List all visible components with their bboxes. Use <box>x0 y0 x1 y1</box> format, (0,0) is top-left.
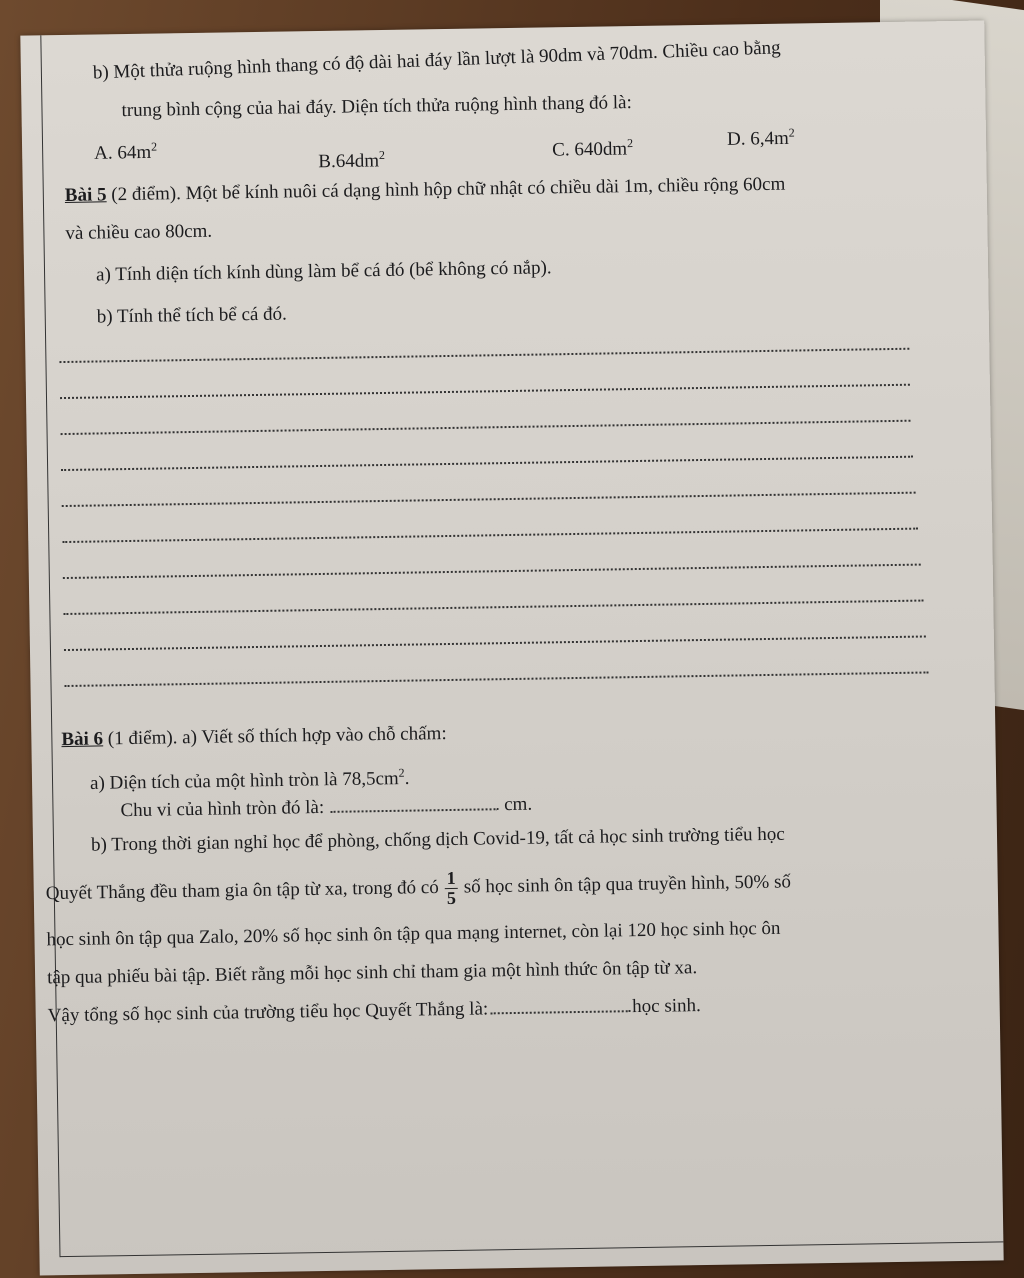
answer-line <box>62 492 916 507</box>
q4b-line2: trung bình cộng của hai đáy. Diện tích thửa ruộng hình thang đó là: <box>121 92 632 122</box>
bai6-intro: Bài 6 (1 điểm). a) Viết số thích hợp vào chỗ chấm: <box>61 723 447 751</box>
answer-line <box>61 420 911 435</box>
q4b-option-d: D. $6,4m^2$ <box>726 125 795 150</box>
bai6-b-line4: tập qua phiếu bài tập. Biết rằng mỗi học sinh chỉ tham gia một hình thức ôn tập từ xa. <box>46 957 698 989</box>
answer-line <box>64 635 926 651</box>
bai6-b-line1: b) Trong thời gian nghỉ học để phòng, chống dịch Covid-19, tất cả học sinh trường tiểu học <box>90 823 785 856</box>
answer-line <box>60 384 910 399</box>
bai5-title: Bài 5 <box>64 184 107 206</box>
exam-sheet <box>20 21 1003 1276</box>
answer-line <box>61 456 913 471</box>
answer-line <box>65 671 929 687</box>
answer-blank-total-students[interactable] <box>490 996 630 1014</box>
bai6-b-line3: học sinh ôn tập qua Zalo, 20% số học sinh ôn tập qua mạng internet, còn lại 120 học sinh học ôn <box>46 917 781 951</box>
bai6-a-line2: Chu vi của hình tròn đó là: cm. <box>120 793 533 822</box>
bai5-line2: và chiều cao 80cm. <box>65 220 213 244</box>
bai6-b-line5: Vậy tổng số học sinh của trường tiểu học Quyết Thắng là: học sinh. <box>47 995 701 1027</box>
answer-line <box>59 348 909 363</box>
answer-blank-circumference[interactable] <box>330 794 498 813</box>
bai6-b-line2: Quyết Thắng đều tham gia ôn tập từ xa, trong đó có $\frac{1}{5}$ số học sinh ôn tập qua truyền hình, 50% số <box>45 867 792 908</box>
answer-line <box>63 564 921 579</box>
fraction-one-fifth: $\frac{1}{5}$ <box>446 867 457 908</box>
bai6-title: Bài 6 <box>61 728 104 751</box>
bai5-line1: Bài 5 (2 điểm). Một bể kính nuôi cá dạng hình hộp chữ nhật có chiều dài 1m, chiều rộng 60cm <box>64 173 786 206</box>
q4b-option-c: C. $640dm^2$ <box>552 136 634 161</box>
q4b-option-b: $B.64dm^2$ <box>318 147 386 173</box>
q4b-option-a: A. $64m^2$ <box>94 139 158 164</box>
bai6-a-line1: a) Diện tích của một hình tròn là $78,5cm^2$. <box>89 765 410 794</box>
bai5-part-b: b) Tính thể tích bể cá đó. <box>96 303 288 328</box>
answer-line <box>62 528 918 543</box>
answer-line <box>63 600 923 616</box>
q4b-line1: b) Một thửa ruộng hình thang có độ dài hai đáy lần lượt là 90dm và 70dm. Chiều cao bằng <box>92 37 781 84</box>
bai5-part-a: a) Tính diện tích kính dùng làm bể cá đó (bể không có nắp). <box>95 257 552 286</box>
